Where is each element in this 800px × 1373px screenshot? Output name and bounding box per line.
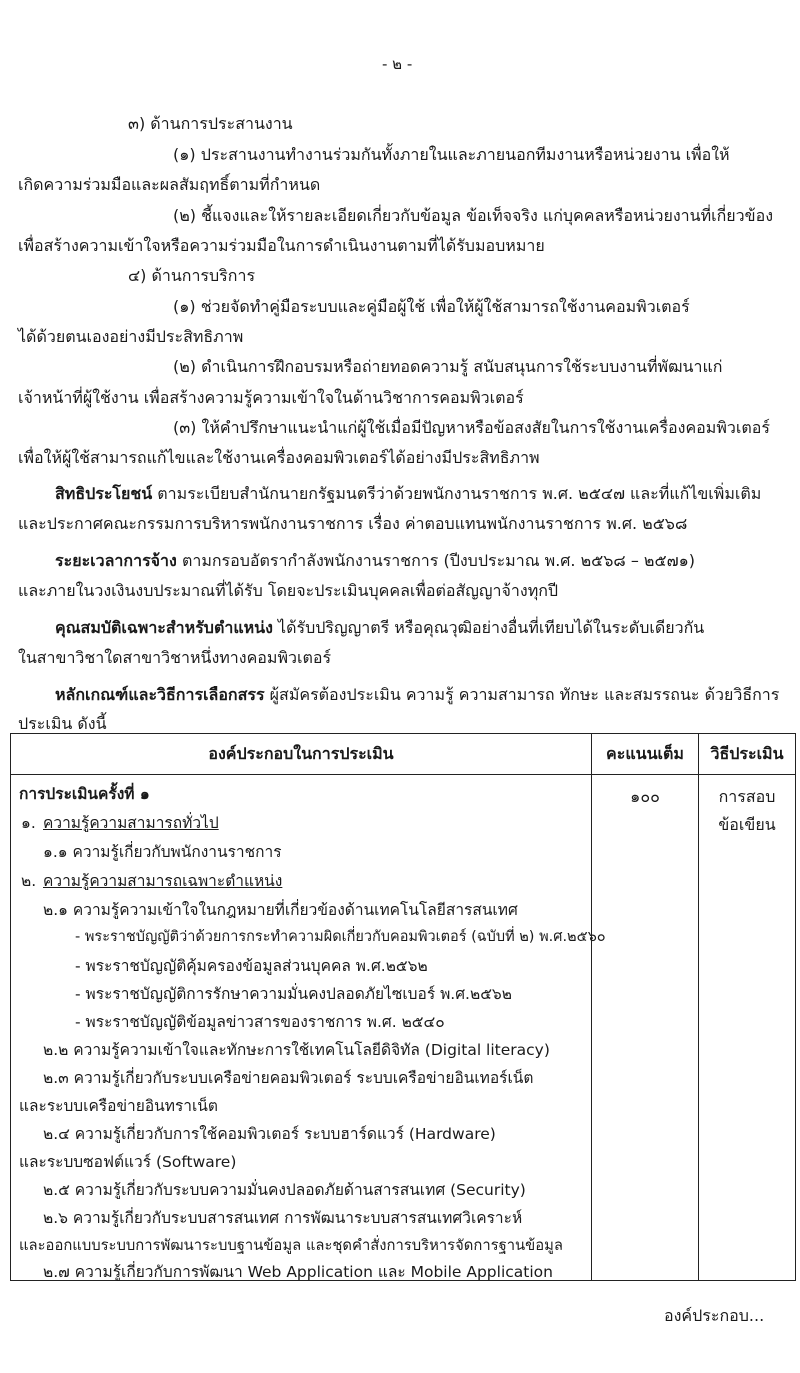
page-number: - ๒ -: [382, 55, 413, 73]
method-line-1: การสอบ: [718, 787, 776, 806]
specific-item-2-7: ๒.๗ ความรู้เกี่ยวกับการพัฒนา Web Application และ Mobile Application: [43, 1263, 553, 1281]
service-item-1-line-1: (๑) ช่วยจัดทำคู่มือระบบและคู่มือผู้ใช้ เพื่อให้ผู้ใช้สามารถใช้งานคอมพิวเตอร์: [173, 297, 690, 316]
table-header-row: [11, 734, 796, 775]
full-score-value: ๑๐๐: [630, 787, 660, 806]
qualifications-line-1: [55, 616, 704, 641]
benefits-line-1: [55, 482, 761, 507]
benefits-label: สิทธิประโยชน์: [55, 484, 153, 503]
specific-item-2-6-line-1: ๒.๖ ความรู้เกี่ยวกับระบบสารสนเทศ การพัฒนาระบบสารสนเทศวิเคราะห์: [43, 1209, 523, 1227]
specific-item-2-4-line-2: และระบบซอฟต์แวร์ (Software): [19, 1153, 237, 1171]
employment-period-line-1: [55, 549, 695, 574]
assessment-table: [10, 733, 796, 1281]
specific-title: ความรู้ความสามารถเฉพาะตำแหน่ง: [43, 872, 283, 890]
specific-item-2-5: ๒.๕ ความรู้เกี่ยวกับระบบความมั่นคงปลอดภัยด้านสารสนเทศ (Security): [43, 1181, 526, 1199]
selection-text: ผู้สมัครต้องประเมิน ความรู้ ความสามารถ ทักษะ และสมรรถนะ ด้วยวิธีการ: [269, 685, 780, 704]
law-item-4: - พระราชบัญญัติข้อมูลข่าวสารของราชการ พ.ศ. ๒๕๔๐: [75, 1013, 445, 1031]
qualifications-label: คุณสมบัติเฉพาะสำหรับตำแหน่ง: [55, 618, 273, 637]
specific-item-2-3-line-2: และระบบเครือข่ายอินทราเน็ต: [19, 1097, 218, 1115]
law-item-3: - พระราชบัญญัติการรักษาความมั่นคงปลอดภัยไซเบอร์ พ.ศ.๒๕๖๒: [75, 985, 512, 1003]
coordination-item-2-line-2: เพื่อสร้างความเข้าใจหรือความร่วมมือในการดำเนินงานตามที่ได้รับมอบหมาย: [18, 236, 545, 255]
table-row: [11, 775, 796, 1281]
general-title: ความรู้ความสามารถทั่วไป: [43, 814, 219, 832]
selection-label: หลักเกณฑ์และวิธีการเลือกสรร: [55, 685, 265, 704]
benefits-line-2: และประกาศคณะกรรมการบริหารพนักงานราชการ เรื่อง ค่าตอบแทนพนักงานราชการ พ.ศ. ๒๕๖๘: [18, 514, 688, 533]
employment-period-text: ตามกรอบอัตรากำลังพนักงานราชการ (ปีงบประมาณ พ.ศ. ๒๕๖๘ – ๒๕๗๑): [181, 551, 696, 570]
coordination-item-1-line-1: (๑) ประสานงานทำงานร่วมกันทั้งภายในและภายนอกทีมงานหรือหน่วยงาน เพื่อให้: [173, 145, 730, 164]
law-item-2: - พระราชบัญญัติคุ้มครองข้อมูลส่วนบุคคล พ.ศ.๒๕๖๒: [75, 957, 428, 975]
service-item-2-line-1: (๒) ดำเนินการฝึกอบรมหรือถ่ายทอดความรู้ สนับสนุนการใช้ระบบงานที่พัฒนาแก่: [173, 357, 723, 376]
score-cell: [592, 775, 699, 1281]
round-title: การประเมินครั้งที่ ๑: [19, 785, 150, 803]
service-item-2-line-2: เจ้าหน้าที่ผู้ใช้งาน เพื่อสร้างความรู้ความเข้าใจในด้านวิชาการคอมพิวเตอร์: [18, 388, 524, 407]
specific-item-2-2: ๒.๒ ความรู้ความเข้าใจและทักษะการใช้เทคโนโลยีดิจิทัล (Digital literacy): [43, 1041, 550, 1059]
benefits-text: ตามระเบียบสำนักนายกรัฐมนตรีว่าด้วยพนักงานราชการ พ.ศ. ๒๕๔๗ และที่แก้ไขเพิ่มเติม: [157, 484, 762, 503]
specific-item-2-1: ๒.๑ ความรู้ความเข้าใจในกฎหมายที่เกี่ยวข้องด้านเทคโนโลยีสารสนเทศ: [43, 901, 518, 919]
components-cell: [11, 775, 606, 1281]
selection-line-1: [55, 683, 779, 708]
service-heading: ๔) ด้านการบริการ: [128, 266, 256, 285]
general-number: ๑.: [21, 814, 36, 832]
service-item-3-line-2: เพื่อให้ผู้ใช้สามารถแก้ไขและใช้งานเครื่องคอมพิวเตอร์ได้อย่างมีประสิทธิภาพ: [18, 448, 540, 467]
service-item-1-line-2: ได้ด้วยตนเองอย่างมีประสิทธิภาพ: [18, 327, 244, 346]
header-components: องค์ประกอบในการประเมิน: [11, 734, 592, 775]
continue-marker: องค์ประกอบ...: [664, 1306, 765, 1325]
selection-line-2: ประเมิน ดังนี้: [18, 714, 107, 733]
specific-item-2-3-line-1: ๒.๓ ความรู้เกี่ยวกับระบบเครือข่ายคอมพิวเตอร์ ระบบเครือข่ายอินเทอร์เน็ต: [43, 1069, 534, 1087]
specific-number: ๒.: [21, 872, 37, 890]
qualifications-line-2: ในสาขาวิชาใดสาขาวิชาหนึ่งทางคอมพิวเตอร์: [18, 648, 332, 667]
header-full-score: คะแนนเต็ม: [592, 734, 699, 775]
method-cell: [699, 775, 796, 1281]
coordination-item-1-line-2: เกิดความร่วมมือและผลสัมฤทธิ์ตามที่กำหนด: [18, 175, 321, 194]
employment-period-label: ระยะเวลาการจ้าง: [55, 551, 177, 570]
service-item-3-line-1: (๓) ให้คำปรึกษาแนะนำแก่ผู้ใช้เมื่อมีปัญหาหรือข้อสงสัยในการใช้งานเครื่องคอมพิวเตอร์: [173, 418, 770, 437]
specific-item-2-4-line-1: ๒.๔ ความรู้เกี่ยวกับการใช้คอมพิวเตอร์ ระบบฮาร์ดแวร์ (Hardware): [43, 1125, 496, 1143]
header-method: วิธีประเมิน: [699, 734, 796, 775]
general-item-1-1: ๑.๑ ความรู้เกี่ยวกับพนักงานราชการ: [43, 843, 282, 861]
method-line-2: ข้อเขียน: [718, 815, 776, 834]
qualifications-text: ได้รับปริญญาตรี หรือคุณวุฒิอย่างอื่นที่เทียบได้ในระดับเดียวกัน: [278, 618, 705, 637]
coordination-heading: ๓) ด้านการประสานงาน: [128, 114, 293, 133]
coordination-item-2-line-1: (๒) ชี้แจงและให้รายละเอียดเกี่ยวกับข้อมูล ข้อเท็จจริง แก่บุคคลหรือหน่วยงานที่เกี่ยวข้อง: [173, 206, 774, 225]
employment-period-line-2: และภายในวงเงินงบประมาณที่ได้รับ โดยจะประเมินบุคคลเพื่อต่อสัญญาจ้างทุกปี: [18, 581, 559, 600]
specific-item-2-6-line-2: และออกแบบระบบการพัฒนาระบบฐานข้อมูล และชุดคำสั่งการบริหารจัดการฐานข้อมูล: [19, 1237, 563, 1254]
law-item-1: - พระราชบัญญัติว่าด้วยการกระทำความผิดเกี่ยวกับคอมพิวเตอร์ (ฉบับที่ ๒) พ.ศ.๒๕๖๐: [75, 929, 606, 945]
